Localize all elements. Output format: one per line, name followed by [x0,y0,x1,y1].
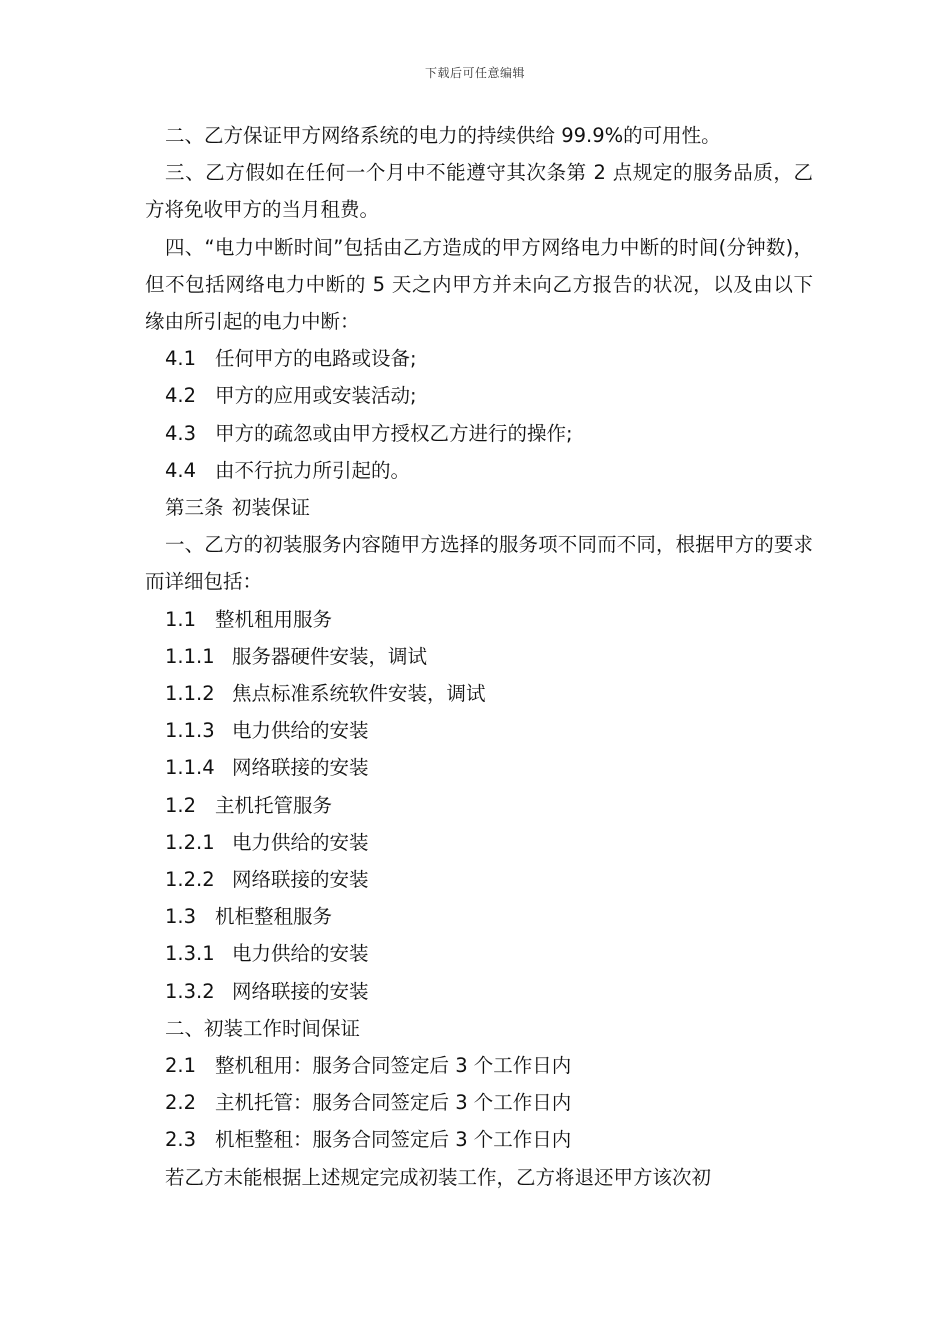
list-item [145,935,813,972]
list-item [145,377,813,414]
list-number: 1.2 [165,793,197,817]
list-text: 整机租用：服务合同签定后 3 个工作日内 [215,1054,572,1078]
list-text: 甲方的应用或安装活动; [215,384,417,408]
list-item [145,415,813,452]
list-item [145,675,813,712]
list-number: 1.1 [165,607,197,631]
list-text: 网络联接的安装 [232,868,369,892]
list-item [145,1121,813,1158]
section-heading [145,489,813,526]
list-item [145,824,813,861]
page-header: 下载后可任意编辑 [424,66,525,80]
list-text: 焦点标准系统软件安装，调试 [232,682,486,706]
list-item [145,340,813,377]
list-number: 2.3 [165,1128,197,1152]
section-number: 第三条 [165,496,224,520]
list-item [145,898,813,935]
paragraph: 二、初装工作时间保证 [165,1016,361,1040]
list-number: 1.3.1 [165,942,215,966]
list-text: 电力供给的安装 [232,942,369,966]
list-text: 甲方的疏忽或由甲方授权乙方进行的操作; [215,421,573,445]
list-text: 任何甲方的电路或设备; [215,347,417,371]
list-item [145,1047,813,1084]
list-item [145,712,813,749]
list-item [145,749,813,786]
list-text: 主机托管服务 [215,793,333,817]
list-number: 4.3 [165,421,197,445]
document-body [145,117,813,1196]
list-text: 主机托管：服务合同签定后 3 个工作日内 [215,1091,572,1115]
list-text: 网络联接的安装 [232,979,369,1003]
list-text: 电力供给的安装 [232,719,369,743]
list-text: 整机租用服务 [215,607,333,631]
list-number: 1.2.1 [165,830,215,854]
list-number: 4.4 [165,458,197,482]
list-item [145,638,813,675]
list-text: 机柜整租服务 [215,905,333,929]
list-item [145,973,813,1010]
list-number: 4.2 [165,384,197,408]
list-text: 电力供给的安装 [232,830,369,854]
paragraph: 四、“电力中断时间”包括由乙方造成的甲方网络电力中断的时间(分钟数)，但不包括网络电力中断的 5 天之内甲方并未向乙方报告的状况，以及由以下缘由所引起的电力中断： [145,235,813,334]
section-title: 初装保证 [232,496,311,520]
list-number: 4.1 [165,347,197,371]
list-number: 1.2.2 [165,868,215,892]
list-number: 1.1.3 [165,719,215,743]
list-number: 1.3.2 [165,979,215,1003]
list-number: 1.1.4 [165,756,215,780]
list-number: 1.1.1 [165,644,215,668]
paragraph: 若乙方未能根据上述规定完成初装工作，乙方将退还甲方该次初 [165,1165,712,1189]
list-item [145,861,813,898]
paragraph: 三、乙方假如在任何一个月中不能遵守其次条第 2 点规定的服务品质，乙方将免收甲方的当月租费。 [145,161,813,222]
list-item [145,787,813,824]
list-number: 1.3 [165,905,197,929]
list-item [145,601,813,638]
list-text: 机柜整租：服务合同签定后 3 个工作日内 [215,1128,572,1152]
list-text: 服务器硬件安装，调试 [232,644,428,668]
list-text: 由不行抗力所引起的。 [215,458,411,482]
paragraph: 二、乙方保证甲方网络系统的电力的持续供给 99.9%的可用性。 [165,124,721,147]
list-item [145,452,813,489]
list-item [145,1084,813,1121]
list-number: 2.1 [165,1054,197,1078]
paragraph: 一、乙方的初装服务内容随甲方选择的服务项不同而不同，根据甲方的要求而详细包括： [145,533,813,594]
list-number: 2.2 [165,1091,197,1115]
list-number: 1.1.2 [165,682,215,706]
list-text: 网络联接的安装 [232,756,369,780]
